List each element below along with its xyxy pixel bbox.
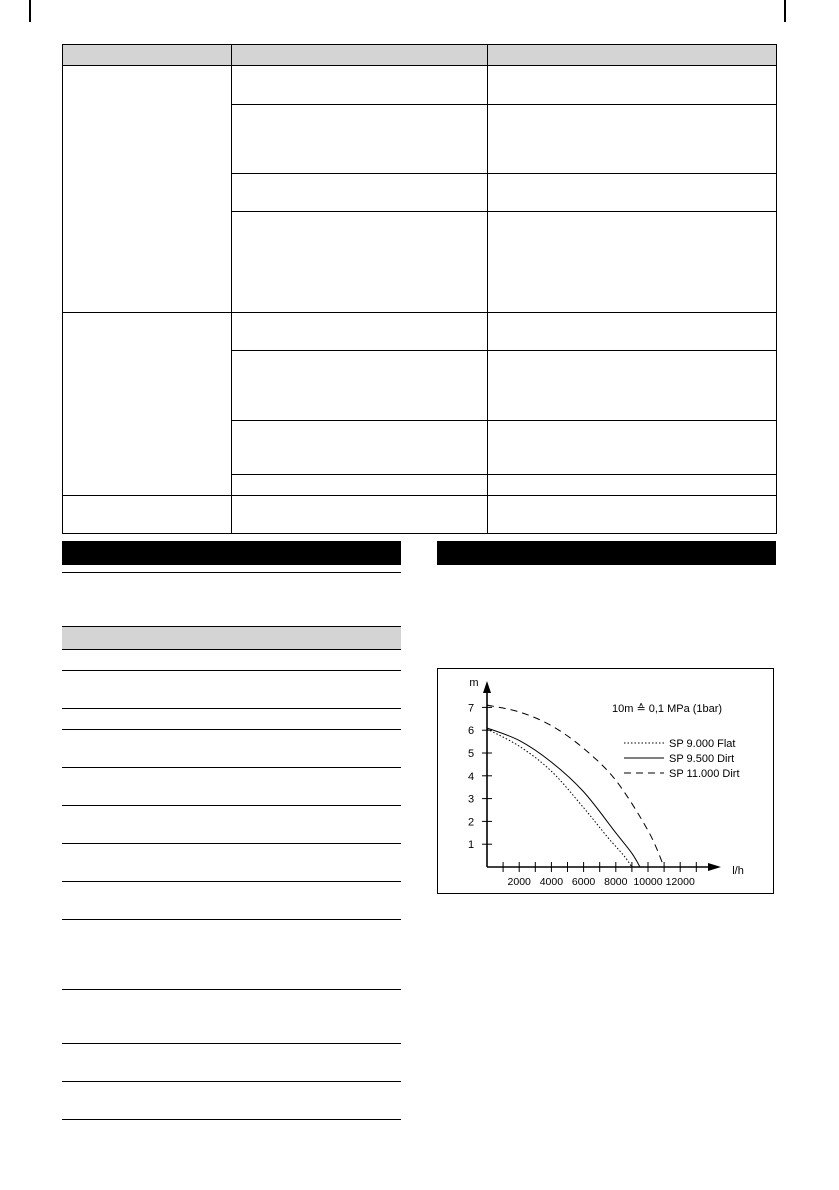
cause-cell bbox=[232, 496, 488, 534]
legend-label-2: SP 9.500 Dirt bbox=[669, 753, 735, 765]
spec-row bbox=[62, 881, 401, 920]
remedy-cell bbox=[488, 105, 777, 174]
legend-label-1: SP 9.000 Flat bbox=[669, 738, 736, 750]
x-tick-label: 8000 bbox=[604, 876, 628, 888]
spec-row bbox=[62, 1081, 401, 1120]
spec-row bbox=[62, 805, 401, 844]
x-axis-label: l/h bbox=[732, 865, 744, 877]
y-tick-label: 3 bbox=[467, 793, 475, 806]
remedy-cell bbox=[488, 212, 777, 313]
y-tick-label: 1 bbox=[467, 839, 475, 852]
spec-row bbox=[62, 989, 401, 1044]
troubleshooting-table bbox=[62, 44, 777, 534]
spec-row bbox=[62, 919, 401, 990]
cause-cell bbox=[232, 351, 488, 421]
pressure-note: 10m ≙ 0,1 MPa (1bar) bbox=[612, 703, 723, 715]
cause-cell bbox=[232, 174, 488, 212]
cause-cell bbox=[232, 105, 488, 174]
series-line-1 bbox=[487, 729, 632, 867]
pump-curve-chart bbox=[437, 668, 774, 894]
x-tick-label: 10000 bbox=[633, 876, 663, 888]
spec-row bbox=[62, 649, 401, 671]
remedy-cell bbox=[488, 496, 777, 534]
cause-cell bbox=[232, 212, 488, 313]
x-tick-label: 2000 bbox=[507, 876, 531, 888]
remedy-cell bbox=[488, 475, 777, 496]
crop-mark-left bbox=[29, 0, 31, 22]
spec-row bbox=[62, 843, 401, 882]
remedy-cell bbox=[488, 66, 777, 105]
y-tick-label: 5 bbox=[467, 748, 475, 760]
section-bar-technical-data bbox=[62, 541, 401, 565]
y-axis-label: m bbox=[469, 677, 479, 689]
x-axis-arrow bbox=[708, 863, 721, 871]
remedy-cell bbox=[488, 351, 777, 421]
spec-divider bbox=[62, 572, 401, 573]
y-tick-label: 7 bbox=[467, 702, 475, 715]
table-row bbox=[63, 313, 777, 351]
y-axis-arrow bbox=[483, 681, 491, 693]
cause-cell bbox=[232, 66, 488, 105]
cause-cell bbox=[232, 475, 488, 496]
y-tick-label: 6 bbox=[467, 725, 475, 738]
spec-row bbox=[62, 767, 401, 806]
remedy-cell bbox=[488, 313, 777, 351]
remedy-cell bbox=[488, 421, 777, 475]
spec-row bbox=[62, 708, 401, 730]
table-row bbox=[63, 496, 777, 534]
crop-mark-right bbox=[784, 0, 786, 22]
spec-row bbox=[62, 670, 401, 709]
series-line-3 bbox=[487, 705, 664, 867]
x-tick-label: 6000 bbox=[571, 876, 596, 888]
spec-row bbox=[62, 729, 401, 768]
x-tick-label: 4000 bbox=[539, 876, 564, 888]
x-tick-label: 12000 bbox=[665, 876, 695, 888]
header-cause bbox=[232, 45, 488, 66]
cause-cell bbox=[232, 313, 488, 351]
legend-label-3: SP 11.000 Dirt bbox=[669, 768, 740, 780]
chart-canvas bbox=[438, 669, 775, 895]
fault-cell bbox=[63, 496, 232, 534]
section-bar-characteristics bbox=[437, 541, 776, 565]
remedy-cell bbox=[488, 174, 777, 212]
header-fault bbox=[63, 45, 232, 66]
spec-table-header bbox=[62, 626, 401, 650]
fault-cell bbox=[63, 66, 232, 313]
cause-cell bbox=[232, 421, 488, 475]
table-row bbox=[63, 66, 777, 105]
y-tick-label: 2 bbox=[467, 816, 475, 829]
series-line-2 bbox=[487, 728, 640, 867]
table-header-row bbox=[63, 45, 777, 66]
spec-row bbox=[62, 1043, 401, 1082]
fault-cell bbox=[63, 313, 232, 496]
y-tick-label: 4 bbox=[467, 770, 475, 783]
header-remedy bbox=[488, 45, 777, 66]
